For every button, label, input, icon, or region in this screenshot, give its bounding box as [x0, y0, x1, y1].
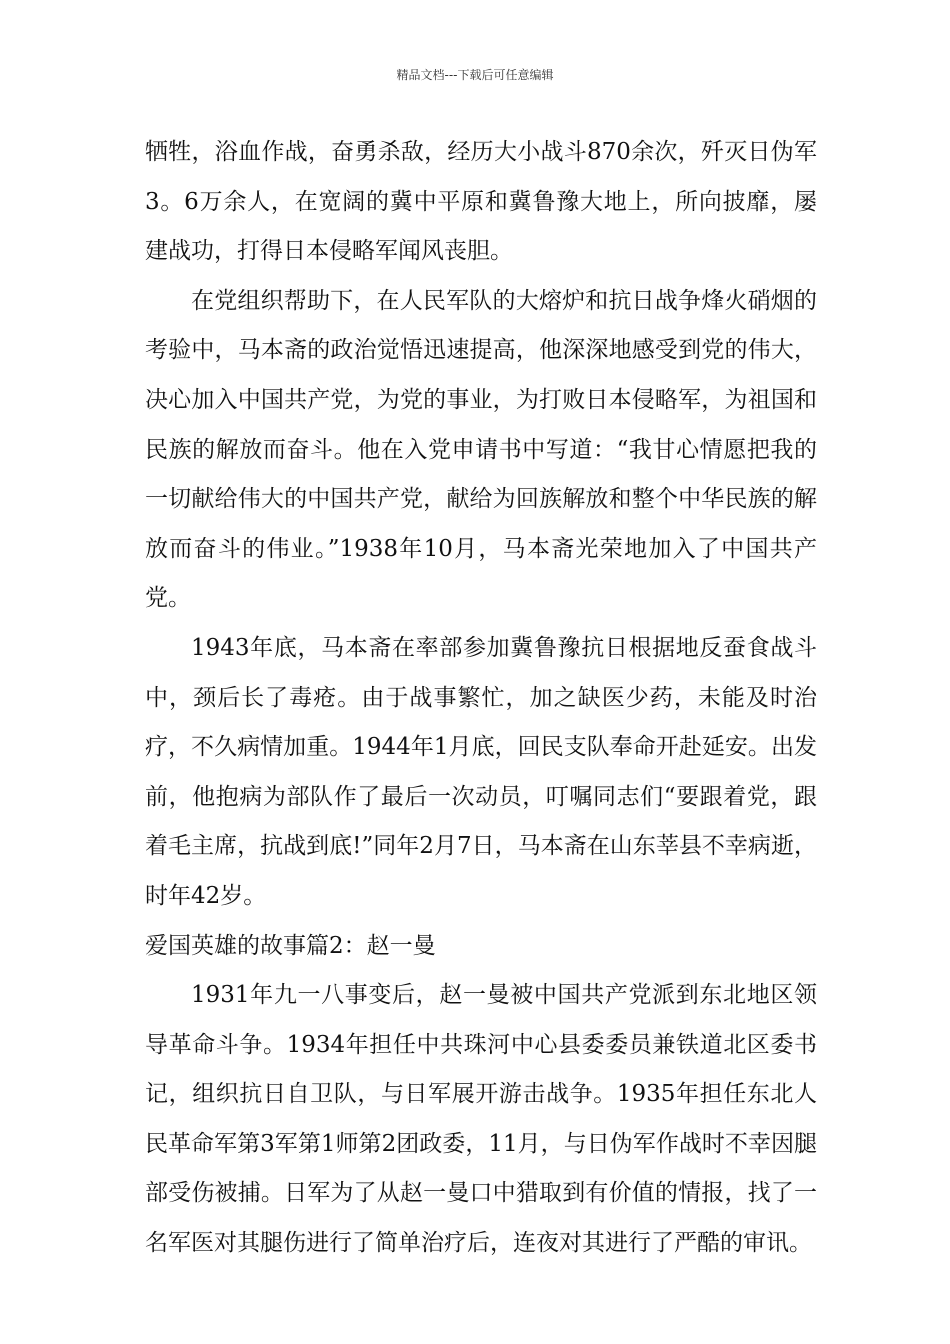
paragraph-party-joining: 在党组织帮助下，在人民军队的大熔炉和抗日战争烽火硝烟的考验中，马本斋的政治觉悟迅速提高，他深深地感受到党的伟大，决心加入中国共产党，为党的事业，为打败日本侵略军，为祖国和民族的解放而奋斗。他在入党申请书中写道：“我甘心情愿把我的一切献给伟大的中国共产党，献给为回族解放和整个中华民族的解放而奋斗的伟业。”1938年10月，马本斋光荣地加入了中国共产党。 — [145, 287, 817, 612]
paragraph-continuation: 牺牲，浴血作战，奋勇杀敌，经历大小战斗870余次，歼灭日伪军3。6万余人，在宽阔的冀中平原和冀鲁豫大地上，所向披靡，屡建战功，打得日本侵略军闻风丧胆。 — [145, 139, 817, 265]
document-body — [145, 128, 817, 1269]
paragraph-zhao-yiman: 1931年九一八事变后，赵一曼被中国共产党派到东北地区领导革命斗争。1934年担任中共珠河中心县委委员兼铁道北区委书记，组织抗日自卫队，与日军展开游击战争。1935年担任东北人民革命军第3军第1师第2团政委，11月，与日伪军作战时不幸因腿部受伤被捕。日军为了从赵一曼口中猎取到有价值的情报，找了一名军医对其腿伤进行了简单治疗后，连夜对其进行了严酷的审讯。 — [145, 982, 817, 1257]
section-heading: 爱国英雄的故事篇2：赵一曼 — [145, 932, 436, 959]
page-header-note: 精品文档---下载后可任意编辑 — [396, 68, 554, 82]
paragraph-illness: 1943年底，马本斋在率部参加冀鲁豫抗日根据地反蚕食战斗中，颈后长了毒疮。由于战事繁忙，加之缺医少药，未能及时治疗，不久病情加重。1944年1月底，回民支队奉命开赴延安。出发前，他抱病为部队作了最后一次动员，叮嘱同志们“要跟着党，跟着毛主席，抗战到底!”同年2月7日，马本斋在山东莘县不幸病逝，时年42岁。 — [145, 634, 817, 909]
